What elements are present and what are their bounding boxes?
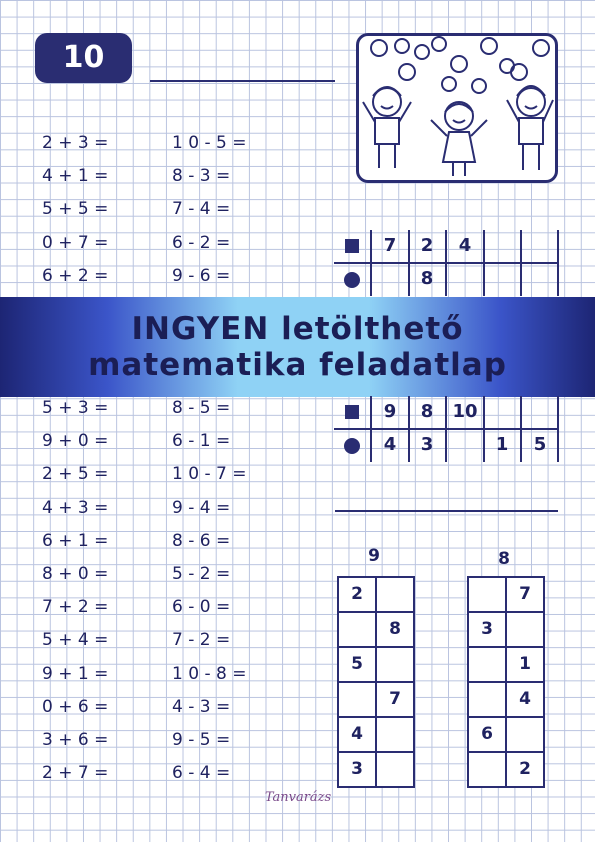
- equation: 4 + 1 =: [42, 166, 109, 187]
- equation: 6 - 0 =: [172, 597, 231, 618]
- grid-cell-value: 4: [383, 434, 397, 455]
- square-icon: [345, 239, 359, 253]
- number-stack-right: [467, 576, 545, 788]
- stack-cell: 3: [469, 613, 507, 646]
- grid-cell-value: 9: [383, 401, 397, 422]
- stack-row: [469, 648, 543, 683]
- equation: 9 + 0 =: [42, 431, 109, 452]
- equation: 6 - 1 =: [172, 431, 231, 452]
- equation: 8 + 0 =: [42, 564, 109, 584]
- publisher-logo: Tanvarázs: [264, 790, 332, 805]
- stack-row: [469, 578, 543, 613]
- stack-cell: [507, 718, 543, 751]
- stack-cell: 1: [519, 654, 531, 674]
- number-grid-bottom: [334, 396, 558, 462]
- promo-banner: [0, 297, 595, 397]
- equation: 2 + 7 =: [42, 763, 109, 784]
- equation: 8 - 5 =: [172, 398, 231, 418]
- number-stack-left: [337, 576, 415, 788]
- banner-line-1: INGYEN letölthető: [131, 311, 464, 347]
- stack-row: [339, 683, 413, 718]
- circle-icon: [344, 438, 360, 454]
- equation: 7 + 2 =: [42, 597, 109, 618]
- equation: 6 - 4 =: [172, 763, 231, 784]
- equation: 5 + 3 =: [42, 398, 109, 418]
- grid-cell-value: 4: [458, 235, 472, 256]
- stack-right-total: 8: [498, 549, 510, 569]
- grid-cell-value: 1: [495, 434, 509, 455]
- equation: 1 0 - 7 =: [172, 464, 247, 485]
- stack-cell: [507, 613, 543, 646]
- stack-row: [339, 753, 413, 786]
- equation: 9 - 5 =: [172, 730, 231, 750]
- equation: 4 + 3 =: [42, 497, 109, 518]
- grid-line: [520, 230, 522, 296]
- square-icon: [345, 405, 359, 419]
- stack-cell: [377, 718, 413, 751]
- stack-cell: [339, 613, 377, 646]
- equation: 9 - 4 =: [172, 497, 231, 518]
- stack-cell: 5: [339, 648, 377, 681]
- stack-cell: [469, 578, 507, 611]
- stack-row: [469, 613, 543, 648]
- equation: 7 - 2 =: [172, 630, 231, 651]
- equation: 6 + 2 =: [42, 265, 109, 286]
- grid-cell-value: 5: [533, 434, 547, 455]
- equation: 2 + 5 =: [42, 464, 109, 485]
- equation: 9 - 6 =: [172, 265, 231, 286]
- equation: 8 - 6 =: [172, 530, 231, 551]
- stack-left-total: 9: [368, 546, 380, 566]
- number-grid-top: [334, 230, 558, 296]
- grid-line: [483, 230, 485, 296]
- stack-cell: [377, 753, 413, 786]
- equation: 0 + 6 =: [42, 696, 109, 717]
- stack-cell: 3: [339, 753, 377, 786]
- stack-cell: 4: [339, 718, 377, 751]
- equation: 6 - 2 =: [172, 232, 231, 253]
- grid-cell-value: 3: [420, 434, 434, 455]
- equation: 3 + 6 =: [42, 730, 109, 750]
- stack-row: [469, 753, 543, 786]
- stack-cell: [377, 648, 413, 681]
- stack-cell: [377, 578, 413, 611]
- stack-cell: [469, 648, 507, 681]
- stack-row: [339, 578, 413, 613]
- equation: 8 - 3 =: [172, 166, 231, 187]
- stack-row: [339, 648, 413, 683]
- stack-cell: 7: [519, 584, 531, 604]
- equation: 5 + 4 =: [42, 630, 109, 651]
- grid-cell-value: 8: [420, 268, 434, 289]
- stack-cell: 8: [389, 619, 401, 639]
- stack-cell: 7: [389, 689, 401, 709]
- equation: 9 + 1 =: [42, 663, 109, 684]
- kids-illustration: [356, 33, 558, 183]
- grid-cell-value: 7: [383, 235, 397, 256]
- stack-cell: [339, 683, 377, 716]
- circle-icon: [344, 272, 360, 288]
- stack-row: [339, 718, 413, 753]
- children-bubbles-image: [359, 36, 555, 180]
- stack-cell: 6: [469, 718, 507, 751]
- equation: 1 0 - 5 =: [172, 133, 247, 153]
- equation: 2 + 3 =: [42, 133, 109, 153]
- grid-line: [557, 230, 559, 296]
- stack-row: [469, 683, 543, 718]
- banner-line-2: matematika feladatlap: [88, 347, 507, 383]
- answer-line: [335, 510, 558, 512]
- equation: 1 0 - 8 =: [172, 663, 247, 684]
- stack-cell: [469, 683, 507, 716]
- equation: 5 + 5 =: [42, 199, 109, 220]
- grid-cell-value: 8: [420, 401, 434, 422]
- equation: 4 - 3 =: [172, 696, 231, 717]
- grid-cell-value: 10: [452, 401, 478, 422]
- equation: 0 + 7 =: [42, 232, 109, 253]
- equation: 6 + 1 =: [42, 530, 109, 551]
- stack-cell: [469, 753, 507, 786]
- stack-cell: 2: [339, 578, 377, 611]
- stack-cell: 4: [519, 689, 531, 709]
- name-line: [150, 80, 335, 82]
- worksheet-number-badge: 10: [35, 33, 132, 83]
- stack-row: [469, 718, 543, 753]
- equation: 5 - 2 =: [172, 564, 231, 584]
- stack-cell: 2: [519, 759, 531, 779]
- equation: 7 - 4 =: [172, 199, 231, 220]
- grid-cell-value: 2: [420, 235, 434, 256]
- stack-row: [339, 613, 413, 648]
